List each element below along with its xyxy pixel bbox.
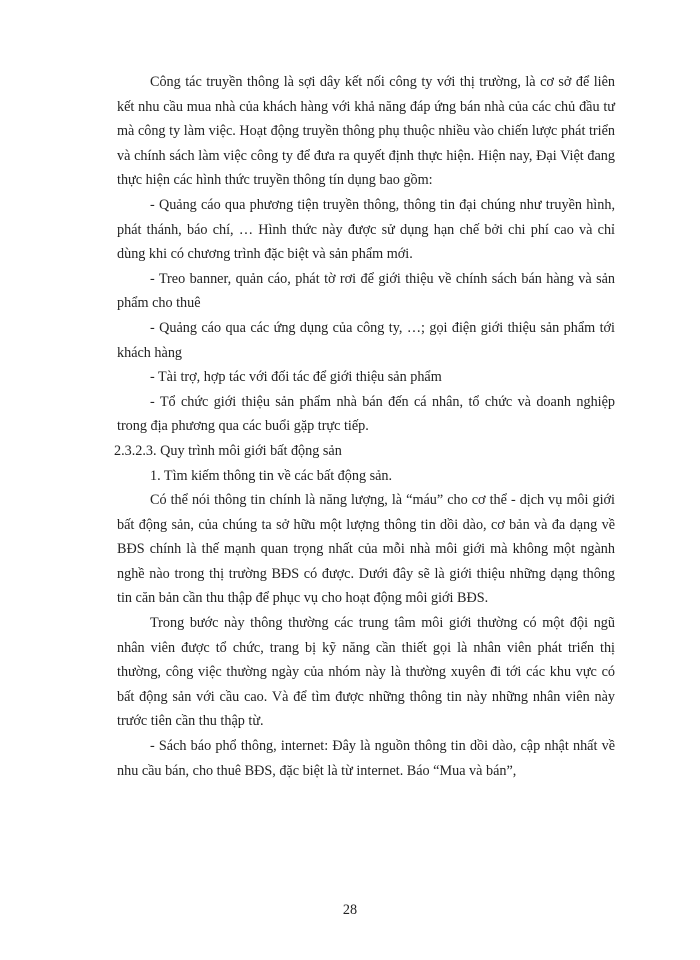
page-number: 28	[342, 902, 358, 918]
paragraph-intro: Công tác truyền thông là sợi dây kết nối công ty với thị trường, là cơ sở để liên kết nhu cầu mua nhà của khách hàng với khả năng đáp ứng bán nhà của các chủ đầu tư mà công ty làm việc. Hoạt động truyền thông phụ thuộc nhiều vào chiến lược phát triển và chính sách làm việc công ty để đưa ra quyết định thực hiện. Hiện nay, Đại Việt đang thực hiện các hình thức truyền thông tín dụng bao gồm:	[117, 74, 615, 189]
body-text	[114, 70, 615, 783]
bullet-newspapers-internet: - Sách báo phổ thông, internet: Đây là nguồn thông tin dồi dào, cập nhật nhất về nhu cầu bán, cho thuê BĐS, đặc biệt là từ internet. Báo “Mua và bán”,	[117, 738, 615, 779]
bullet-banner: - Treo banner, quản cáo, phát tờ rơi để giới thiệu về chính sách bán hàng và sản phẩm cho thuê	[117, 270, 615, 312]
bullet-app-advertising: - Quảng cáo qua các ứng dụng của công ty, …; gọi điện giới thiệu sản phẩm tới khách hàng	[117, 319, 615, 361]
paragraph-staff: Trong bước này thông thường các trung tâm môi giới thường có một đội ngũ nhân viên được tổ chức, trang bị kỹ năng cần thiết gọi là nhân viên phát triển thị thường, công việc thường ngày của nhóm này là thường xuyên đi tới các khu vực có bất động sản với cầu cao. Và để tìm được những thông tin này những nhân viên này trước tiên cần thu thập từ.	[117, 615, 615, 730]
step-heading: 1. Tìm kiếm thông tin về các bất động sản.	[150, 467, 393, 484]
bullet-sponsorship: - Tài trợ, hợp tác với đối tác để giới thiệu sản phẩm	[150, 369, 442, 386]
section-heading: 2.3.2.3. Quy trình môi giới bất động sản	[114, 442, 342, 459]
paragraph-information: Có thể nói thông tin chính là năng lượng, là “máu” cho cơ thể - dịch vụ môi giới bất động sản, của chúng ta sở hữu một lượng thông tin dồi dào, cơ bản và đa dạng về BĐS chính là thế mạnh quan trọng nhất của mỗi nhà môi giới mà không một ngành nghề nào trong thị trường BĐS có được. Dưới đây sẽ là giới thiệu những dạng thông tin căn bản cần thu thập để phục vụ cho hoạt động môi giới BĐS.	[117, 492, 615, 607]
bullet-advertising-media: - Quảng cáo qua phương tiện truyền thông, thông tin đại chúng như truyền hình, phát thánh, báo chí, … Hình thức này được sử dụng hạn chế bởi chi phí cao và chỉ dùng khi có chương trình đặc biệt và sản phẩm mới.	[117, 196, 615, 263]
bullet-direct-meetings: - Tổ chức giới thiệu sản phẩm nhà bán đến cá nhân, tổ chức và doanh nghiệp trong địa phương qua các buổi gặp trực tiếp.	[117, 393, 615, 435]
